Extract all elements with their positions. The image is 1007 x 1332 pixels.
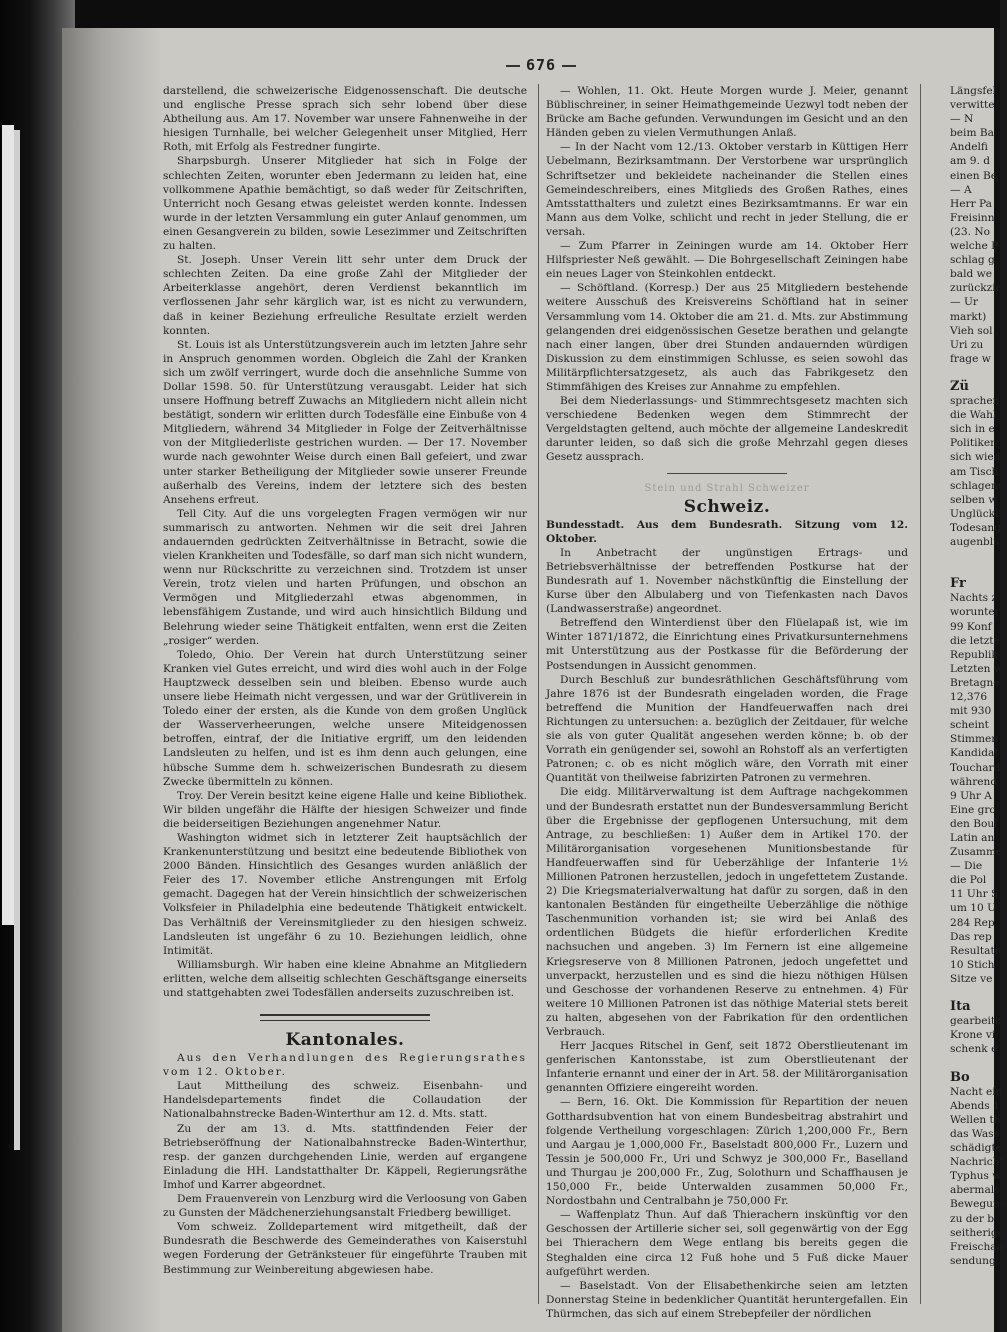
col3-line: zurückzie (950, 282, 1002, 295)
col3-line: gearbeite (950, 1015, 1002, 1028)
col3-line: selben w (950, 493, 998, 506)
col3-line: abermals (950, 1184, 1000, 1197)
col1-paragraph: Troy. Der Verein besitzt keine eigene Halle und keine Bibliothek. Wir bilden ungefähr die Hälfte der hiesigen Schweizer und finde die beiderseitigen Beziehungen angenehmer Natur. (163, 789, 527, 830)
column-1 (163, 84, 527, 1304)
col3-line: zu der b (950, 1212, 995, 1225)
col1-paragraph: Laut Mittheilung des schweiz. Eisenbahn- und Handelsdepartements findet die Collaudation der Nationalbahnstrecke Baden-Winterthur am 12. d. Mts. statt. (163, 1080, 527, 1121)
col2-paragraph: — Zum Pfarrer in Zeiningen wurde am 14. Oktober Herr Hilfspriester Neß gewählt. — Die Bohrgesellschaft Zeiningen habe ein neues Lager von Steinkohlen entdeckt. (546, 240, 908, 281)
col2-paragraph: — Schöftland. (Korresp.) Der aus 25 Mitgliedern bestehende weitere Ausschuß des Kreisvereins Schöftland hat in seiner Versammlung vom 14. Oktober die am 21. d. Mts. zur Abstimmung gelangenden drei eidgenössischen Gesetze berathen und gelangte nach einer langen, über drei Stunden andauernden würdigen Diskussion zu dem einstimmigen Schlusse, es seien sowohl das Militärpflichtersatzgesetz, als auch das Fabrikgesetz den Stimmfähigen des Kreises zur Annahme zu empfehlen. (546, 282, 908, 393)
col2-paragraph: — In der Nacht vom 12./13. Oktober verstarb in Küttigen Herr Uebelmann, Bezirksamtmann. Der Verstorbene war ursprünglich Schriftsetzer und bekleidete nacheinander die Stellen eines Gemeindeschreibers, eines Mitglieds des Großen Rathes, eines Amtsstatthalters und zuletzt eines Bezirksamtmanns. Er war ein Mann aus dem Volke, schlicht und recht in jeder Stellung, die er versah. (546, 141, 908, 238)
col3-line: Andelfi (950, 141, 988, 154)
col1-paragraph: Toledo, Ohio. Der Verein hat durch Unterstützung seiner Kranken viel Gutes erreicht, und wird dies wohl auch in der Folge Hauptzweck desselben sein und bleiben. Ebenso wurde auch unsere liebe Heimath nicht vergessen, und war der Grütliverein in Toledo einer der ersten, als die Kunde von dem großen Unglück der Wasserverheerungen, welche unsere Miteidgenossen betroffen, eintraf, der die Initiative ergriff, um den leidenden Landsleuten zu helfen, und ist es ihm denn auch gelungen, eine hübsche Summe dem h. schweizerischen Bundesrath zu diesem Zwecke übermitteln zu können. (163, 648, 527, 788)
col3-line: Fr (950, 576, 966, 592)
col2-paragraph: — Waffenplatz Thun. Auf daß Thierachern inskünftig vor den Geschossen der Artillerie sicher sei, soll gegenwärtig von der Egg bei Thierachern dem Wege entlang bis bereits gegen die Steghalden eine circa 12 Fuß hohe und 5 Fuß dicke Mauer aufgeführt werden. (546, 1209, 908, 1278)
col3-line: Letzten w (950, 662, 1003, 675)
col2-paragraph: — Bern, 16. Okt. Die Kommission für Repartition der neuen Gotthardsubvention hat von einem Bundesbeitrag abstrahirt und folgende Vertheilung vorgeschlagen: Zürich 1,200,000 Fr., Bern und Aargau je 1,000,000 Fr., Baselstadt 800,000 Fr., Luzern und Tessin je 500,000 Fr., Uri und Schwyz je 300,000 Fr., Baselland und Thurgau je 200,000 Fr., Zug, Solothurn und Schaffhausen je 150,000 Fr., beide Unterwalden zusammen 50,000 Fr., Nordostbahn und Centralbahn je 750,000 Fr. (546, 1096, 908, 1208)
short-separator (667, 473, 787, 474)
col1-paragraph: Zu der am 13. d. Mts. stattfindenden Feier der Betriebseröffnung der Nationalbahnstrecke Baden-Winterthur, resp. der ganzen durchgehenden Linie, werden auf ergangene Einladung die HH. Landstatthalter Dr. Käppeli, Regierungsräthe Imhof und Karrer abgeordnet. (163, 1122, 527, 1191)
col3-line: — A (950, 183, 972, 196)
col3-line: das Wass (950, 1127, 1000, 1140)
col3-line: 12,376 (950, 691, 988, 704)
col3-line: Bo (950, 1069, 970, 1085)
col3-line (950, 1056, 1000, 1070)
col3-line: 99 Konf (950, 620, 992, 633)
col1-paragraph: Sharpsburgh. Unserer Mitglieder hat sich in Folge der schlechten Zeiten, worunter eben Jedermann zu leiden hat, eine vollkommene Apathie bemächtigt, so daß weder für Zeitschriften, Unterricht noch Gesang etwas geleistet werden konnte. Indessen wurde in der letzten Versammlung ein guter Anlauf genommen, um einen Gesangverein zu bilden, sowie Lesezimmer und Zeitschriften zu halten. (163, 155, 527, 253)
col3-line: Nachts z (950, 592, 997, 605)
col1-paragraph: darstellend, die schweizerische Eidgenossenschaft. Die deutsche und englische Presse sprach sich sehr lobend über diese Abtheilung aus. Am 17. November war unsere Fahnenweihe in der hiesigen Turnhalle, bei welcher Gelegenheit unser Mitglied, Herr Roth, mit Erfolg als Festredner fungirte. (163, 85, 527, 154)
col3-line: Herr Pa (950, 197, 992, 210)
section-separator (260, 1014, 430, 1021)
col3-line: bald we (950, 268, 992, 281)
page-gutter-shadow (62, 28, 162, 1332)
col3-line: beim Ba (950, 127, 994, 140)
col3-line: 9 Uhr A (950, 789, 992, 802)
page-number (500, 56, 582, 74)
col3-line: Ita (950, 999, 971, 1015)
col3-line: Krone vi (950, 1029, 996, 1042)
col3-line: Das rep (950, 930, 992, 943)
col2-paragraph: Herr Jacques Ritschel in Genf, seit 1872 Oberstlieutenant im genferischen Kantonsstabe, ist zum Oberstlieutenant der Infanterie ernannt und einer der in Art. 58. der Militärorganisation genannten Offiziere eingereiht worden. (546, 1040, 908, 1095)
col3-line: schlag g (950, 254, 995, 267)
col3-line: Abends 1 (950, 1099, 1000, 1112)
col3-line: Wellen th (950, 1113, 1001, 1126)
col3-line: Latin an (950, 831, 995, 844)
col3-line: sprachen (950, 395, 1000, 408)
col3-line: Zusamme (950, 846, 1003, 859)
col3-line: einen Be (950, 169, 997, 182)
col3-line: Todesang (950, 521, 1002, 534)
col3-line: Eine gro (950, 803, 996, 816)
page-number-dash-right (562, 65, 576, 67)
col3-line: Unglückli (950, 507, 1002, 520)
col3-line: Uri zu (950, 338, 984, 351)
col3-line: während (950, 775, 998, 788)
col3-line (950, 549, 1000, 563)
col3-line: um 10 U (950, 902, 997, 915)
col3-line: Politiker (950, 437, 996, 450)
col3-line: seitherige (950, 1226, 1004, 1239)
column-3-truncated (950, 84, 1007, 1304)
col3-line: verwitte (950, 99, 995, 112)
col1-paragraph: St. Louis ist als Unterstützungsverein auch im letzten Jahre sehr in Anspruch genommen worden. Obgleich die Zahl der Kranken sich um zwölf verringert, wurde doch die ansehnliche Summe von Dollar 1598. 50. für Unterstützung verausgabt. Leider hat sich unsere Hoffnung betreff Zuwachs an Mitgliedern nicht allein nicht bestätigt, sondern wir erlitten durch Todesfälle eine Einbuße von 4 Mitgliedern, während 34 Mitglieder in Folge der Zeitverhältnisse von der Mitgliederliste gestrichen wurden. — Der 17. November wurde nach gewohnter Weise durch einen Ball gefeiert, und zwar unter starker Betheiligung der Mitglieder sowie unserer Freunde außerhalb des Vereins, indem der letztere sich des besten Ansehens erfreut. (163, 338, 527, 506)
col3-line: am Tisch (950, 465, 999, 478)
col3-line (950, 366, 1000, 380)
col3-line: die Pol (950, 874, 987, 887)
col3-line: Sitze ve (950, 972, 993, 985)
col3-line: 10 Stich (950, 958, 995, 971)
col3-line: Republik (950, 648, 998, 661)
col3-line: augenblic (950, 536, 1003, 548)
book-edge-light (2, 125, 14, 925)
col3-line: frage w (950, 352, 991, 365)
col3-line: Typhus w (950, 1170, 1002, 1183)
column-rule-2 (920, 84, 921, 1304)
col2-paragraph: Durch Beschluß zur bundesräthlichen Geschäftsführung vom Jahre 1876 ist der Bundesrath eingeladen worden, die Frage betreffend die Munition der Handfeuerwaffen nach drei Richtungen zu untersuchen: a. bezüglich der Zeitdauer, für welche sie als von guter Qualität angesehen werden könne; b. ob der Vorrath ein genügender sei, sowohl an Rohstoff als an verfertigten Patronen; c. ob es nicht möglich wäre, den Vorrath mit einer Quantität von theilweise fabrizirten Patronen zu vermehren. (546, 673, 908, 785)
section-heading-schweiz: Schweiz. (683, 496, 771, 517)
col3-line: Bewegung (950, 1198, 1007, 1211)
col3-line: mit 930 (950, 705, 992, 718)
col3-line: Touchard (950, 761, 1001, 774)
col3-line: sendung (950, 1254, 996, 1267)
scan-top-border (0, 0, 1000, 28)
col3-line: Kandidat (950, 747, 999, 760)
col3-line: welche P (950, 240, 999, 253)
col1-paragraph: St. Joseph. Unser Verein litt sehr unter dem Druck der schlechten Zeiten. Da eine große Zahl der Mitglieder der Arbeiterklasse angehört, deren Verdienst bekanntlich im verflossenen Jahr sehr kärglich war, ist es nicht zu verwundern, daß in keiner Beziehung erfreuliche Resultate erzielt werden konnten. (163, 254, 527, 337)
col3-line: Freischaa (950, 1240, 1003, 1253)
col3-line: Resultate (950, 944, 1001, 957)
col3-line: Bretagne (950, 676, 1000, 689)
col3-line: sich wied (950, 451, 1001, 464)
col3-line: worunter (950, 606, 1000, 619)
col3-line: 11 Uhr S (950, 888, 999, 901)
col2-paragraph: Betreffend den Winterdienst über den Flüelapaß ist, wie im Winter 1871/1872, die Einrichtung eines Privatkursunternehmens mit Unterstützung aus der Postkasse für die Beförderung der Postsendungen in Aussicht genommen. (546, 617, 908, 672)
book-edge-strip (14, 130, 20, 1150)
col3-line: scheint (950, 719, 989, 732)
section-heading-kantonales: Kantonales. (285, 1030, 405, 1051)
page-number-value: 676 (526, 56, 557, 74)
col3-line: die Wahl (950, 409, 997, 422)
col2-paragraph: Bei dem Niederlassungs- und Stimmrechtsgesetz machten sich verschiedene Bedenken wegen dem Stimmrecht der Vergeldstagten geltend, auch möchte der allgemeine Landeskredit darunter leiden, so daß sich die große Mehrzahl gegen dieses Gesetz aussprach. (546, 395, 908, 464)
col3-line: den Boul (950, 817, 998, 830)
col1-paragraph: Tell City. Auf die uns vorgelegten Fragen vermögen wir nur summarisch zu antworten. Nehmen wir die seit drei Jahren andauernden gedrückten Zeitverhältnisse in Betracht, sowie die vielen Krankheiten und Todesfälle, so darf man sich nicht wundern, wenn nur Rückschritte zu verzeichnen sind. Trotzdem ist unser Verein, trotz vielen und harten Prüfungen, und obschon an Vermögen und Mitgliederzahl etwas abgenommen, in lebensfähigem Zustande, und wird auch hinsichtlich Bildung und Belehrung wieder seine Thätigkeit entfalten, wenn erst die Zeiten „rosiger“ werden. (163, 507, 527, 647)
col3-line: Zü (950, 378, 969, 394)
col3-line: — Die (950, 860, 983, 873)
col3-line: die letzte (950, 634, 1000, 647)
col3-line: sich in e (950, 423, 995, 436)
col2-paragraph: In Anbetracht der ungünstigen Ertrags- und Betriebsverhältnisse der betreffenden Postkurse hat der Bundesrath auf 1. November nächstkünftig die Einstellung der Kurse über den Albulaberg und von Tiefenkasten nach Davos (Landwasserstraße) angeordnet. (546, 546, 908, 616)
col1-paragraph: Washington widmet sich in letzterer Zeit hauptsächlich der Krankenunterstützung und besitzt eine bedeutende Bibliothek von 2000 Bänden. Hinsichtlich des Gesanges wurden anläßlich der Feier des 17. November etliche Anstrengungen mit Erfolg gemacht. Dagegen hat der Verein hinsichtlich der schweizerischen Volksfeier in Philadelphia eine bedeutende Thätigkeit entwickelt. Das Verhältniß der Vereinsmitglieder zu den hiesigen schweiz. Landsleuten ist ungefähr 6 zu 10. Beziehungen leidlich, ohne Intimität. (163, 831, 527, 957)
col3-line: am 9. d (950, 155, 990, 168)
col3-line: schlagene (950, 479, 1005, 492)
col3-line: (23. No (950, 225, 990, 238)
column-rule-1 (538, 84, 539, 1304)
col3-line: Vieh sol (950, 324, 993, 337)
col3-line: Nachricht (950, 1156, 1004, 1169)
col3-line: markt) (950, 310, 987, 323)
col3-line: Längsfel (950, 85, 996, 97)
col1-paragraph: Vom schweiz. Zolldepartement wird mitgetheilt, daß der Bundesrath die Beschwerde des Gemeinderathes von Kaiserstuhl wegen Forderung der Getränksteuer für eingeführte Trauben mit Bestimmung zur Weinbereitung abgewiesen habe. (163, 1221, 527, 1276)
col2-subheading: Bundesstadt. Aus dem Bundesrath. Sitzung vom 12. Oktober. (546, 518, 908, 545)
col3-line: — Ur (950, 296, 978, 309)
col3-line (950, 563, 1000, 577)
col3-line (950, 986, 1000, 1000)
col1-subheading: Aus den Verhandlungen des Regierungsrathes vom 12. Oktober. (163, 1052, 527, 1079)
col2-paragraph: — Baselstadt. Von der Elisabethenkirche seien am letzten Donnerstag Steine in bedenklicher Quantität heruntergefallen. Ein Thürmchen, das sich auf einem Strebepfeiler der nördlichen (546, 1279, 908, 1320)
col3-line: schädigte (950, 1142, 1002, 1155)
col3-line: 284 Rep (950, 916, 995, 929)
col3-line: Nacht ein (950, 1085, 1003, 1098)
col3-line: schenk e (950, 1043, 998, 1056)
col2-paragraph: — Wohlen, 11. Okt. Heute Morgen wurde J. Meier, genannt Büblischreiner, in seiner Heimathgemeinde Uezwyl todt neben der Brücke am Bache gefunden. Verwundungen im Gesicht und an den Händen geben zu vielen Vermuthungen Anlaß. (546, 85, 908, 140)
page-number-dash-left (506, 65, 520, 67)
col3-line: Freisinn (950, 211, 995, 224)
col1-paragraph: Dem Frauenverein von Lenzburg wird die Verloosung von Gaben zu Gunsten der Mädchenerziehungsanstalt Friedberg bewilliget. (163, 1193, 527, 1220)
column-2 (546, 84, 908, 1320)
show-through-text: Stein und Strahl Schweizer (644, 482, 810, 494)
col2-paragraph: Die eidg. Militärverwaltung ist dem Auftrage nachgekommen und der Bundesrath erstattet nun der Bundesversammlung Bericht über die Ergebnisse der gepflogenen Untersuchung, mit dem Antrage, zu beschließen: 1) Außer dem in Artikel 170. der Militärorganisation vorgesehenen Munitionsbestande für Handfeuerwaffen sind für Ueberzählige der Infanterie 1½ Millionen Patronen herzustellen, jedoch in ungefettetem Zustande. 2) Die Kriegsmaterialverwaltung hat dafür zu sorgen, daß in den kantonalen Beständen für eingetheilte Ueberzählige die nöthige Taschenmunition vorhanden ist; sie wird bei Anlaß des ordentlichen Büdgets die hiefür erforderlichen Kredite nachsuchen und angeben. 3) Im Fernern ist eine allgemeine Kriegsreserve von 8 Millionen Patronen, jedoch ungefettet und unverpackt, herzustellen und es sind die hiezu nöthigen Hülsen und Geschosse der vorhandenen Reserve zu entnehmen. 4) Für weitere 10 Millionen Patronen ist das nöthige Material stets bereit zu halten, abgesehen von der Fabrikation für den ordentlichen Verbrauch. (546, 786, 908, 1038)
col1-paragraph: Williamsburgh. Wir haben eine kleine Abnahme an Mitgliedern erlitten, welche dem allseitig schlechten Geschäftsgange einerseits und stattgehabten zwei Todesfällen anderseits zuzuschreiben ist. (163, 958, 527, 999)
col3-line: — N (950, 113, 974, 126)
col3-line: Stimmen (950, 733, 999, 746)
